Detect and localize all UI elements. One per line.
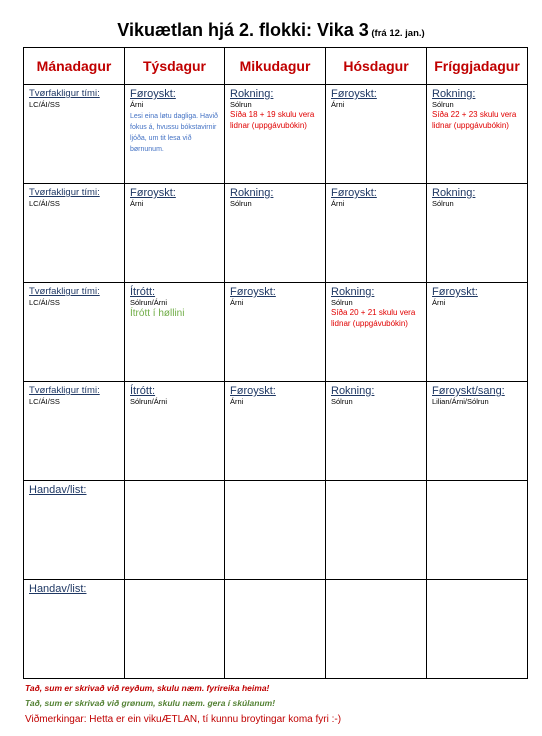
teacher-initials: LC/ÁI/SS bbox=[29, 100, 60, 109]
lesson-cell bbox=[427, 85, 528, 184]
lesson-row bbox=[24, 283, 528, 382]
lesson-cell bbox=[24, 85, 125, 184]
homework-note: Síða 22 + 23 skulu vera lidnar (uppgávubókin) bbox=[432, 110, 517, 130]
day-header: Týsdagur bbox=[125, 48, 225, 85]
teacher-initials: LC/ÁI/SS bbox=[29, 397, 60, 406]
lesson-row bbox=[24, 580, 528, 679]
teacher-initials: Árni bbox=[230, 397, 244, 406]
subject-label: Føroyskt: bbox=[432, 286, 478, 298]
lesson-cell bbox=[125, 85, 225, 184]
lesson-row bbox=[24, 481, 528, 580]
homework-note: Síða 18 + 19 skulu vera lidnar (uppgávubókin) bbox=[230, 110, 315, 130]
lesson-cell bbox=[326, 382, 427, 481]
teacher-initials: Sólrun bbox=[432, 100, 454, 109]
lesson-cell bbox=[427, 580, 528, 679]
subject-label: Rokning: bbox=[230, 88, 274, 100]
schedule-body bbox=[24, 85, 528, 679]
title-date: (frá 12. jan.) bbox=[368, 28, 425, 39]
teacher-initials: Árni bbox=[230, 298, 244, 307]
teacher-initials: Sólrun bbox=[230, 199, 252, 208]
subject-label: Ítrótt: bbox=[130, 385, 156, 397]
subject-label: Rokning: bbox=[331, 286, 375, 298]
lesson-cell bbox=[225, 283, 326, 382]
green-note-text: Tað, sum er skrivað við grønum, skulu næm. gera í skúlanum! bbox=[25, 698, 276, 708]
subject-label: Handav/list: bbox=[29, 583, 87, 595]
teacher-initials: Sólrun bbox=[331, 397, 353, 406]
lesson-cell bbox=[427, 481, 528, 580]
subject-label: Tvørfakligur tími: bbox=[29, 385, 100, 396]
in-school-note: Ítrótt í høllini bbox=[130, 308, 185, 319]
teacher-initials: Sólrun bbox=[432, 199, 454, 208]
lesson-cell bbox=[24, 481, 125, 580]
day-header: Mánadagur bbox=[24, 48, 125, 85]
subject-label: Rokning: bbox=[230, 187, 274, 199]
lesson-cell bbox=[125, 580, 225, 679]
lesson-cell bbox=[225, 382, 326, 481]
subject-label: Tvørfakligur tími: bbox=[29, 187, 100, 198]
lesson-cell bbox=[427, 283, 528, 382]
teacher-initials: Sólrun/Árni bbox=[130, 298, 168, 307]
subject-label: Tvørfakligur tími: bbox=[29, 286, 100, 297]
teacher-initials: Árni bbox=[331, 100, 345, 109]
teacher-initials: LC/ÁI/SS bbox=[29, 298, 60, 307]
lesson-row bbox=[24, 85, 528, 184]
lesson-cell bbox=[326, 481, 427, 580]
remarks-footer: Viðmerkingar: Hetta er ein vikuÆTLAN, tí kunnu broytingar koma fyri :-) bbox=[25, 714, 342, 725]
lesson-cell bbox=[125, 481, 225, 580]
day-header-row bbox=[24, 48, 528, 85]
teacher-initials: Sólrun/Árni bbox=[130, 397, 168, 406]
subject-label: Føroyskt: bbox=[130, 187, 176, 199]
subject-label: Rokning: bbox=[432, 88, 476, 100]
schedule-table bbox=[23, 47, 528, 679]
subject-label: Handav/list: bbox=[29, 484, 87, 496]
lesson-cell bbox=[24, 382, 125, 481]
lesson-cell bbox=[427, 382, 528, 481]
page-title bbox=[0, 20, 542, 41]
day-header: Fríggjadagur bbox=[427, 48, 528, 85]
teacher-initials: Sólrun bbox=[230, 100, 252, 109]
subject-label: Tvørfakligur tími: bbox=[29, 88, 100, 99]
lesson-cell bbox=[427, 184, 528, 283]
teacher-initials: Árni bbox=[130, 100, 144, 109]
lesson-cell bbox=[225, 85, 326, 184]
lesson-cell bbox=[125, 184, 225, 283]
teacher-initials: Árni bbox=[130, 199, 144, 208]
lesson-cell bbox=[326, 283, 427, 382]
red-note bbox=[25, 683, 269, 693]
lesson-cell bbox=[326, 184, 427, 283]
lesson-cell bbox=[326, 85, 427, 184]
subject-label: Føroyskt: bbox=[331, 88, 377, 100]
teacher-initials: Árni bbox=[432, 298, 446, 307]
teacher-initials: LC/ÁI/SS bbox=[29, 199, 60, 208]
green-note bbox=[25, 698, 275, 708]
lesson-cell bbox=[24, 184, 125, 283]
subject-label: Føroyskt: bbox=[130, 88, 176, 100]
subject-label: Føroyskt: bbox=[230, 385, 276, 397]
subject-label: Rokning: bbox=[331, 385, 375, 397]
teacher-initials: Árni bbox=[331, 199, 345, 208]
lesson-cell bbox=[125, 382, 225, 481]
red-note-text: Tað, sum er skrivað við reyðum, skulu næm. fyrireika heima! bbox=[25, 683, 270, 693]
lesson-cell bbox=[326, 580, 427, 679]
lesson-row bbox=[24, 382, 528, 481]
lesson-cell bbox=[24, 283, 125, 382]
lesson-cell bbox=[225, 184, 326, 283]
lesson-cell bbox=[225, 481, 326, 580]
lesson-cell bbox=[225, 580, 326, 679]
title-main: Vikuætlan hjá 2. flokki: Vika 3 bbox=[117, 20, 369, 40]
subject-label: Rokning: bbox=[432, 187, 476, 199]
subject-label: Føroyskt: bbox=[230, 286, 276, 298]
lesson-row bbox=[24, 184, 528, 283]
lesson-cell bbox=[125, 283, 225, 382]
subject-label: Føroyskt: bbox=[331, 187, 377, 199]
subject-label: Føroyskt/sang: bbox=[432, 385, 505, 397]
teacher-initials: Sólrun bbox=[331, 298, 353, 307]
day-header: Hósdagur bbox=[326, 48, 427, 85]
subject-label: Ítrótt: bbox=[130, 286, 156, 298]
homework-note: Síða 20 + 21 skulu vera lidnar (uppgávubókin) bbox=[331, 308, 416, 328]
day-header: Mikudagur bbox=[225, 48, 326, 85]
teacher-initials: Lilian/Árni/Sólrun bbox=[432, 397, 489, 406]
lesson-cell bbox=[24, 580, 125, 679]
reading-hint: Lesi eina løtu dagliga. Havið fokus á, hvussu bókstavirnir ljóða, um tit lesa við børnunum. bbox=[130, 113, 218, 153]
